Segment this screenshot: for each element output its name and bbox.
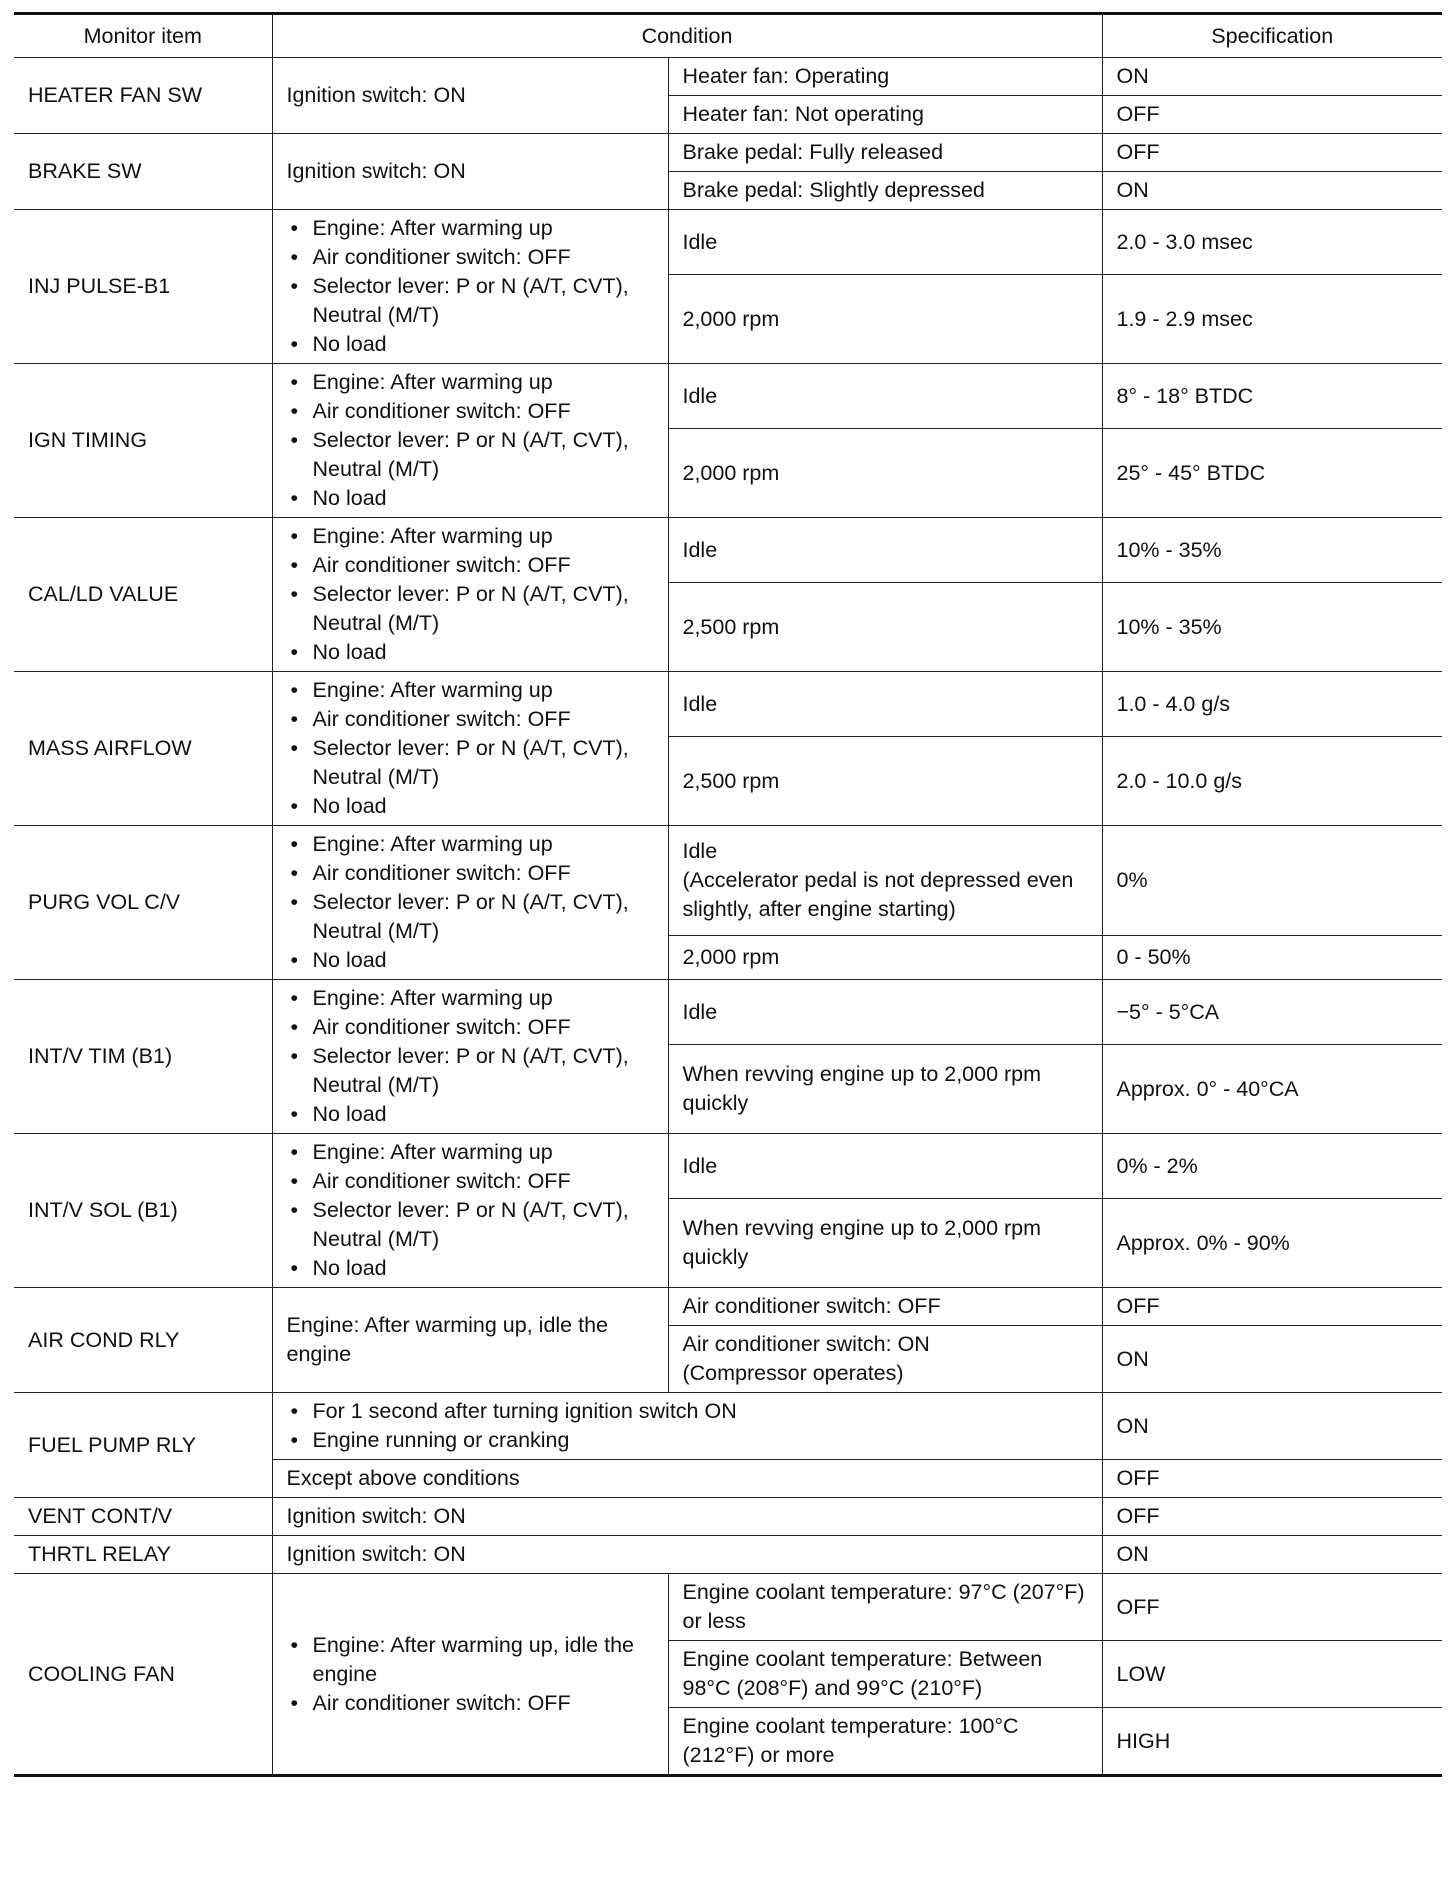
monitor-item: COOLING FAN (14, 1574, 272, 1776)
monitor-item: PURG VOL C/V (14, 826, 272, 980)
condition-list (272, 1574, 668, 1776)
specification: 8° - 18° BTDC (1102, 364, 1442, 429)
sub-condition-note: (Accelerator pedal is not depressed even slightly, after engine starting) (682, 868, 1074, 922)
condition-bullet: • Selector lever: P or N (A/T, CVT), Neutral (M/T) (287, 1196, 654, 1254)
specification: ON (1102, 1393, 1442, 1460)
condition-bullet: • Engine: After warming up (287, 830, 654, 859)
condition-bullet: • Engine: After warming up (287, 984, 654, 1013)
sub-condition-line: Air conditioner switch: ON (682, 1332, 930, 1356)
condition-list (272, 672, 668, 826)
specification: −5° - 5°CA (1102, 980, 1442, 1045)
specification: Approx. 0° - 40°CA (1102, 1045, 1442, 1134)
sub-condition: Idle (668, 364, 1102, 429)
condition: Ignition switch: ON (272, 134, 668, 210)
condition-bullet: • Selector lever: P or N (A/T, CVT), Neutral (M/T) (287, 426, 654, 484)
monitor-item: HEATER FAN SW (14, 58, 272, 134)
condition-list (272, 826, 668, 980)
monitor-item: MASS AIRFLOW (14, 672, 272, 826)
condition-bullet: • Selector lever: P or N (A/T, CVT), Neutral (M/T) (287, 580, 654, 638)
sub-condition: Air conditioner switch: OFF (668, 1288, 1102, 1326)
condition-bullet: • No load (287, 330, 654, 359)
sub-condition: 2,000 rpm (668, 936, 1102, 980)
sub-condition: Idle (668, 1134, 1102, 1199)
monitor-item: CAL/LD VALUE (14, 518, 272, 672)
condition-bullet: • Engine: After warming up (287, 368, 654, 397)
table-row (14, 980, 1442, 1045)
condition-bullet: • No load (287, 792, 654, 821)
condition-list (272, 210, 668, 364)
monitor-item: IGN TIMING (14, 364, 272, 518)
condition-bullet: • Selector lever: P or N (A/T, CVT), Neutral (M/T) (287, 1042, 654, 1100)
table-row (14, 58, 1442, 96)
specification: OFF (1102, 134, 1442, 172)
specification: 2.0 - 10.0 g/s (1102, 737, 1442, 826)
sub-condition: Idle (668, 518, 1102, 583)
specification: Approx. 0% - 90% (1102, 1199, 1442, 1288)
monitor-item: INT/V SOL (B1) (14, 1134, 272, 1288)
condition-bullet: • Engine running or cranking (287, 1426, 1088, 1455)
header-specification: Specification (1102, 14, 1442, 58)
specification: 0 - 50% (1102, 936, 1442, 980)
condition: Ignition switch: ON (272, 58, 668, 134)
monitor-item: VENT CONT/V (14, 1498, 272, 1536)
table-row (14, 1288, 1442, 1326)
condition-bullet: • No load (287, 1100, 654, 1129)
sub-condition: Brake pedal: Fully released (668, 134, 1102, 172)
table-row (14, 1393, 1442, 1460)
table-row (14, 364, 1442, 429)
sub-condition: 2,500 rpm (668, 583, 1102, 672)
condition-bullet: • No load (287, 946, 654, 975)
sub-condition: 2,000 rpm (668, 429, 1102, 518)
sub-condition: When revving engine up to 2,000 rpm quickly (668, 1045, 1102, 1134)
specification: ON (1102, 1536, 1442, 1574)
header-condition: Condition (272, 14, 1102, 58)
sub-condition: Idle (668, 210, 1102, 275)
header-monitor-item: Monitor item (14, 14, 272, 58)
condition-bullet: • Selector lever: P or N (A/T, CVT), Neutral (M/T) (287, 888, 654, 946)
sub-condition: Engine coolant temperature: 97°C (207°F) or less (668, 1574, 1102, 1641)
condition-bullet: • Selector lever: P or N (A/T, CVT), Neutral (M/T) (287, 734, 654, 792)
specification: ON (1102, 58, 1442, 96)
condition-bullet: • Engine: After warming up (287, 676, 654, 705)
sub-condition: 2,000 rpm (668, 275, 1102, 364)
specification: OFF (1102, 1574, 1442, 1641)
sub-condition: When revving engine up to 2,000 rpm quickly (668, 1199, 1102, 1288)
condition: Engine: After warming up, idle the engine (272, 1288, 668, 1393)
table-row (14, 1574, 1442, 1641)
sub-condition: Heater fan: Operating (668, 58, 1102, 96)
specification: 10% - 35% (1102, 518, 1442, 583)
specification: ON (1102, 1326, 1442, 1393)
sub-condition-line: Idle (682, 839, 718, 864)
table-row (14, 826, 1442, 936)
condition-bullet: • Selector lever: P or N (A/T, CVT), Neutral (M/T) (287, 272, 654, 330)
specification: 0% (1102, 826, 1442, 936)
sub-condition-note: (Compressor operates) (682, 1361, 904, 1385)
condition-bullet: • Air conditioner switch: OFF (287, 1167, 654, 1196)
monitor-item: FUEL PUMP RLY (14, 1393, 272, 1498)
condition: Except above conditions (272, 1460, 1102, 1498)
condition-bullet: • Air conditioner switch: OFF (287, 397, 654, 426)
specification: HIGH (1102, 1708, 1442, 1776)
specification: OFF (1102, 1288, 1442, 1326)
condition-list (272, 518, 668, 672)
specification: LOW (1102, 1641, 1442, 1708)
condition-list (272, 364, 668, 518)
monitor-item: INT/V TIM (B1) (14, 980, 272, 1134)
specification: ON (1102, 172, 1442, 210)
table-row (14, 210, 1442, 275)
specification: 2.0 - 3.0 msec (1102, 210, 1442, 275)
sub-condition: Brake pedal: Slightly depressed (668, 172, 1102, 210)
sub-condition: 2,500 rpm (668, 737, 1102, 826)
sub-condition (668, 1326, 1102, 1393)
table-row (14, 1134, 1442, 1199)
specification: OFF (1102, 1498, 1442, 1536)
condition-bullet: • Engine: After warming up (287, 522, 654, 551)
header-row (14, 14, 1442, 58)
condition-bullet: • Air conditioner switch: OFF (287, 859, 654, 888)
specification: OFF (1102, 1460, 1442, 1498)
specification: 10% - 35% (1102, 583, 1442, 672)
monitor-item: INJ PULSE-B1 (14, 210, 272, 364)
sub-condition: Engine coolant temperature: 100°C (212°F) or more (668, 1708, 1102, 1776)
condition-bullet: • Air conditioner switch: OFF (287, 243, 654, 272)
table-row (14, 1498, 1442, 1536)
condition-bullet: • No load (287, 1254, 654, 1283)
condition-list (272, 1393, 1102, 1460)
condition: Ignition switch: ON (272, 1498, 1102, 1536)
condition-bullet: • Engine: After warming up (287, 1138, 654, 1167)
sub-condition: Engine coolant temperature: Between 98°C (208°F) and 99°C (210°F) (668, 1641, 1102, 1708)
table-row (14, 134, 1442, 172)
specification: 1.9 - 2.9 msec (1102, 275, 1442, 364)
condition-bullet: • No load (287, 638, 654, 667)
condition-bullet: • Engine: After warming up (287, 214, 654, 243)
condition-list (272, 980, 668, 1134)
condition: Ignition switch: ON (272, 1536, 1102, 1574)
condition-bullet: • Engine: After warming up, idle the engine (287, 1631, 654, 1689)
monitor-item: BRAKE SW (14, 134, 272, 210)
condition-bullet: • For 1 second after turning ignition switch ON (287, 1397, 1088, 1426)
condition-bullet: • Air conditioner switch: OFF (287, 705, 654, 734)
condition-bullet: • No load (287, 484, 654, 513)
condition-bullet: • Air conditioner switch: OFF (287, 1689, 654, 1718)
table-row (14, 1536, 1442, 1574)
specification: 1.0 - 4.0 g/s (1102, 672, 1442, 737)
specification: 25° - 45° BTDC (1102, 429, 1442, 518)
sub-condition: Idle (668, 672, 1102, 737)
specification: 0% - 2% (1102, 1134, 1442, 1199)
table-row (14, 672, 1442, 737)
monitor-item: THRTL RELAY (14, 1536, 272, 1574)
sub-condition: Idle (668, 980, 1102, 1045)
monitor-item: AIR COND RLY (14, 1288, 272, 1393)
condition-bullet: • Air conditioner switch: OFF (287, 551, 654, 580)
monitor-spec-table (14, 12, 1442, 1777)
sub-condition: Heater fan: Not operating (668, 96, 1102, 134)
specification: OFF (1102, 96, 1442, 134)
table-row (14, 518, 1442, 583)
sub-condition (668, 826, 1102, 936)
condition-list (272, 1134, 668, 1288)
condition-bullet: • Air conditioner switch: OFF (287, 1013, 654, 1042)
